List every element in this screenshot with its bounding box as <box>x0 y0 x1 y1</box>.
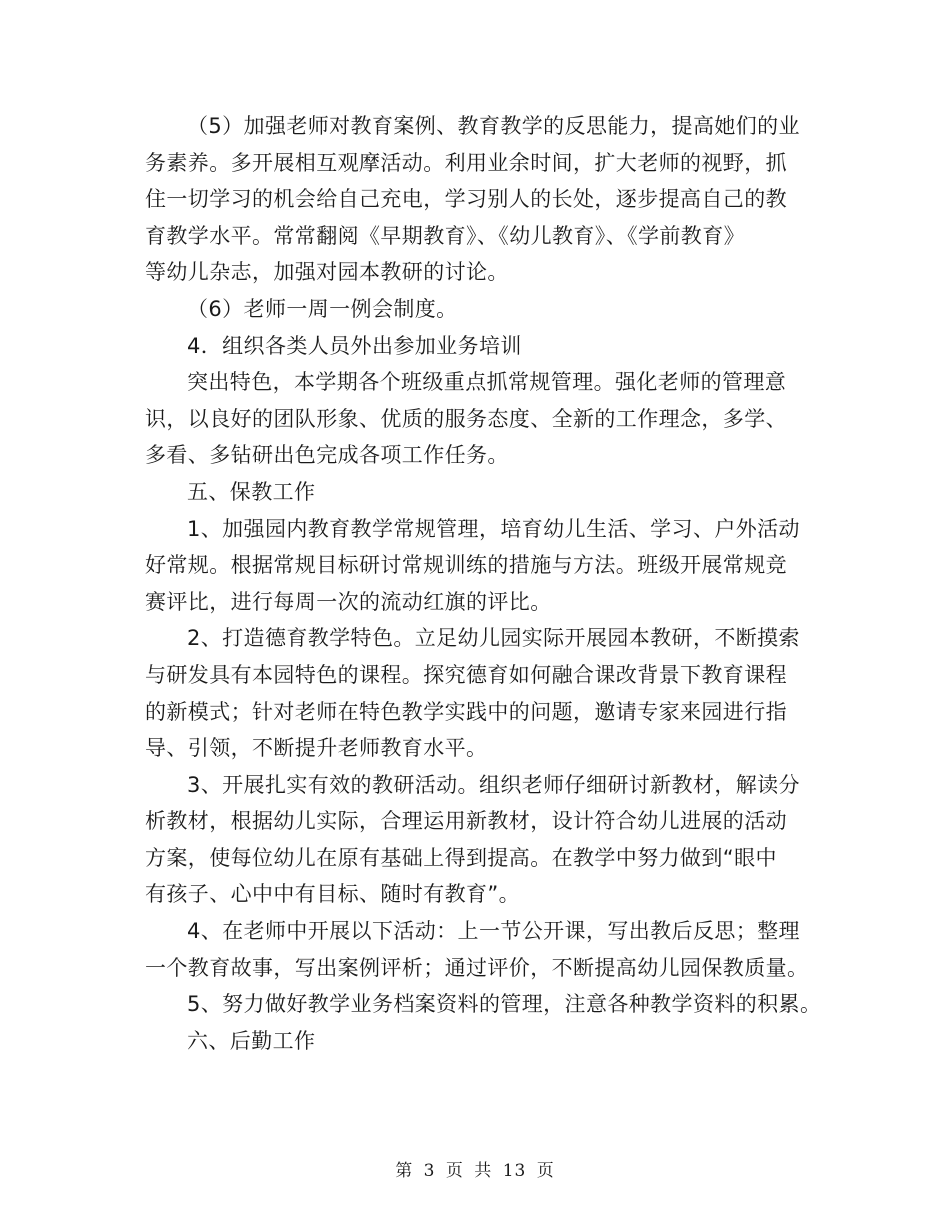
text-line: 5、努力做好教学业务档案资料的管理，注意各种教学资料的积累。 <box>187 992 822 1017</box>
page-number-footer: 第 3 页 共 13 页 <box>395 1161 555 1181</box>
text-line: 多看、多钻研出色完成各项工作任务。 <box>145 443 509 468</box>
text-line: 有孩子、心中中有目标、随时有教育”。 <box>145 882 521 907</box>
text-line: 务素养。多开展相互观摩活动。利用业余时间，扩大老师的视野，抓 <box>145 150 787 175</box>
text-line: 方案，使每位幼儿在原有基础上得到提高。在教学中努力做到“眼中 <box>145 845 777 870</box>
text-line: 析教材，根据幼儿实际，合理运用新教材，设计符合幼儿进展的活动 <box>145 809 787 834</box>
text-line: 等幼儿杂志，加强对园本教研的讨论。 <box>145 260 509 285</box>
section-heading: 六、后勤工作 <box>187 1028 316 1053</box>
text-line: 1、加强园内教育教学常规管理，培育幼儿生活、学习、户外活动 <box>187 516 800 541</box>
text-line: 育教学水平。常常翻阅《早期教育》、《幼儿教育》、《学前教育》 <box>145 223 745 248</box>
section-heading: 五、保教工作 <box>187 479 316 504</box>
text-line: 识，以良好的团队形象、优质的服务态度、全新的工作理念，多学、 <box>145 406 787 431</box>
text-line: 2、打造德育教学特色。立足幼儿园实际开展园本教研，不断摸索 <box>187 626 800 651</box>
text-line: 4、在老师中开展以下活动：上一节公开课，写出教后反思；整理 <box>187 919 800 944</box>
document-body <box>145 108 825 1059</box>
text-line: 住一切学习的机会给自己充电，学习别人的长处，逐步提高自己的教 <box>145 187 787 212</box>
text-line: 与研发具有本园特色的课程。探究德育如何融合课改背景下教育课程 <box>145 662 787 687</box>
text-line: 突出特色，本学期各个班级重点抓常规管理。强化老师的管理意 <box>187 370 787 395</box>
text-line: （5）加强老师对教育案例、教育教学的反思能力，提高她们的业 <box>187 114 800 138</box>
text-line: 导、引领，不断提升老师教育水平。 <box>145 736 488 761</box>
section-heading: 4．组织各类人员外出参加业务培训 <box>187 333 522 358</box>
text-line: 好常规。根据常规目标研讨常规训练的措施与方法。班级开展常规竞 <box>145 553 787 578</box>
text-line: 一个教育故事，写出案例评析；通过评价，不断提高幼儿园保教质量。 <box>145 955 809 980</box>
text-line: （6）老师一周一例会制度。 <box>187 296 458 321</box>
text-line: 的新模式；针对老师在特色教学实践中的问题，邀请专家来园进行指 <box>145 699 787 724</box>
text-line: 3、开展扎实有效的教研活动。组织老师仔细研讨新教材，解读分 <box>187 772 800 797</box>
text-line: 赛评比，进行每周一次的流动红旗的评比。 <box>145 589 552 614</box>
